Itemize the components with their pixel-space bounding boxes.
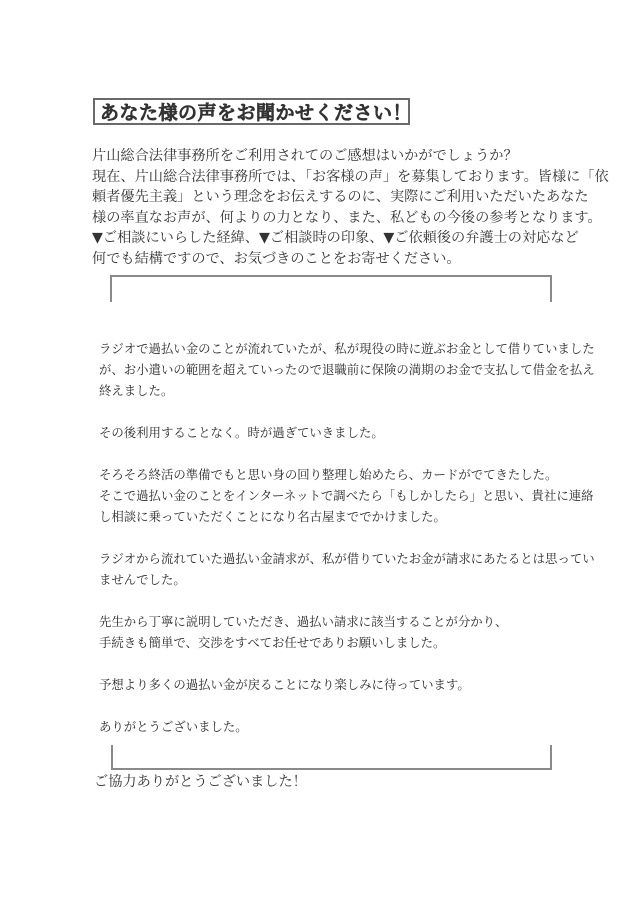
testimonial-line: そこで過払い金のことをインターネットで調べたら「もしかしたら」と思い、貴社に連絡 <box>99 488 594 503</box>
testimonial-line: 手続きも簡単で、交渉をすべてお任せでありお願いしました。 <box>99 635 446 650</box>
intro-line: 何でも結構ですので、お気づきのことをお寄せください。 <box>92 250 461 267</box>
testimonial-body <box>99 338 595 758</box>
intro-line: 頼者優先主義」という理念をお伝えするのに、実際にご利用いただいたあなた <box>92 189 589 205</box>
testimonial-bracket-bottom <box>111 745 552 770</box>
title-box <box>93 98 413 125</box>
testimonial-line: 先生から丁寧に説明していただき、過払い請求に該当することが分かり、 <box>99 614 508 629</box>
testimonial-line: 終えました。 <box>99 383 174 398</box>
testimonial-paragraph <box>99 338 595 401</box>
testimonial-line: し相談に乗っていただくことになり名古屋まででかけました。 <box>99 509 446 524</box>
testimonial-paragraph <box>99 716 569 737</box>
testimonial-bracket-top <box>110 275 552 302</box>
testimonial-paragraph <box>99 674 569 695</box>
testimonial-line: が、お小遣いの範囲を超えていったので退職前に保険の満期のお金で支払して借金を払え <box>99 362 595 377</box>
testimonial-paragraph <box>99 611 569 653</box>
testimonial-paragraph <box>99 422 569 443</box>
intro-line: 現在、片山総合法律事務所では、「お客様の声」を募集しております。皆様に「依 <box>92 168 609 185</box>
intro-line: 様の率直なお声が、何よりの力となり、また、私どもの今後の参考となります。 <box>92 209 602 226</box>
testimonial-line: 予想より多くの過払い金が戻ることになり楽しみに待っています。 <box>99 677 470 692</box>
testimonial-line: ませんでした。 <box>99 572 186 587</box>
testimonial-line: ラジオから流れていた過払い金請求が、私が借りていたお金が請求にあたるとは思ってい <box>99 551 595 566</box>
testimonial-line: その後利用することなく。時が過ぎていきました。 <box>99 425 384 440</box>
testimonial-line: そろそろ終活の準備でもと思い身の回り整理し始めたら、カードがでてきたした。 <box>99 467 558 482</box>
closing-thanks: ご協力ありがとうございました！ <box>94 774 307 790</box>
testimonial-paragraph <box>99 464 594 527</box>
intro-line: 片山総合法律事務所をご利用されてのご感想はいかがでしょうか？ <box>92 148 518 164</box>
testimonial-line: ありがとうございました。 <box>99 719 248 734</box>
page-title: あなた様の声をお聞かせください！ <box>100 102 413 124</box>
testimonial-line: ラジオで過払い金のことが流れていたが、私が現役の時に遊ぶお金として借りていました <box>99 341 595 356</box>
intro-line: ▼ご相談にいらした経緯、▼ご相談時の印象、▼ご依頼後の弁護士の対応など <box>92 230 579 246</box>
testimonial-paragraph <box>99 548 595 590</box>
intro-text <box>92 146 609 269</box>
